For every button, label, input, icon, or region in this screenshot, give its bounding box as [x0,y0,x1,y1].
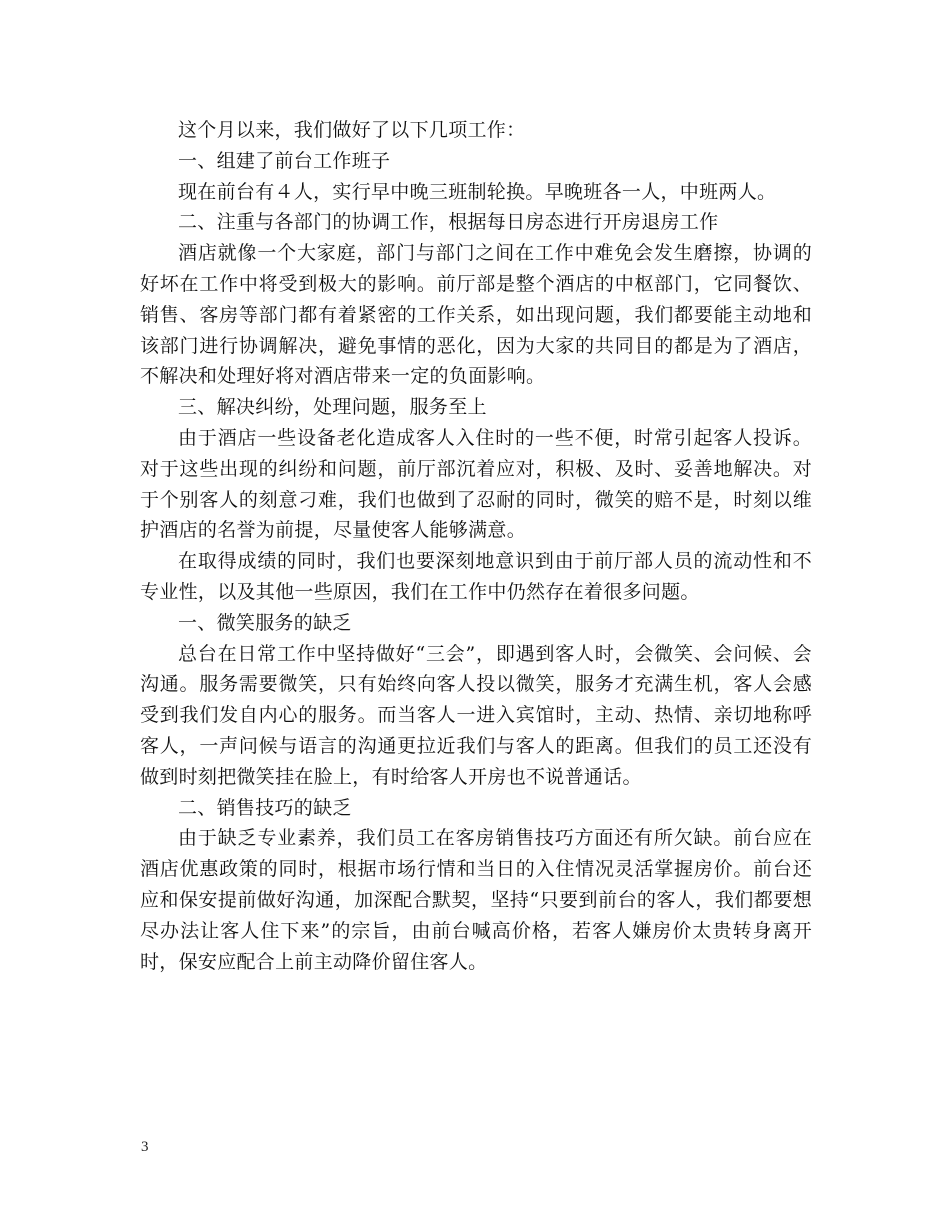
problem-heading-2: 二、销售技巧的缺乏 [178,796,352,819]
paragraph: 由于酒店一些设备老化造成客人入住时的一些不便，时常引起客人投诉。对于这些出现的纠纷和问题，前厅部沉着应对，积极、及时、妥善地解决。对于个别客人的刻意刁难，我们也做到了忍耐的同时，微笑的赔不是，时刻以维护酒店的名誉为前提，尽量使客人能够满意。 [140,426,812,542]
paragraph: 现在前台有４人，实行早中晚三班制轮换。早晚班各一人，中班两人。 [178,180,777,203]
page-number: 3 [141,1139,149,1155]
document-page [140,115,812,977]
intro-line: 这个月以来，我们做好了以下几项工作： [178,119,526,141]
section-heading-3: 三、解决纠纷，处理问题，服务至上 [178,396,487,419]
section-heading-2: 二、注重与各部门的协调工作，根据每日房态进行开房退房工作 [178,211,719,234]
section-heading-1: 一、组建了前台工作班子 [178,149,391,172]
paragraph: 在取得成绩的同时，我们也要深刻地意识到由于前厅部人员的流动性和不专业性，以及其他一些原因，我们在工作中仍然存在着很多问题。 [140,550,812,603]
problem-heading-1: 一、微笑服务的缺乏 [178,611,352,634]
paragraph: 酒店就像一个大家庭，部门与部门之间在工作中难免会发生磨擦，协调的好坏在工作中将受到极大的影响。前厅部是整个酒店的中枢部门，它同餐饮、销售、客房等部门都有着紧密的工作关系，如出现问题，我们都要能主动地和该部门进行协调解决，避免事情的恶化，因为大家的共同目的都是为了酒店，不解决和处理好将对酒店带来一定的负面影响。 [140,242,812,388]
paragraph: 总台在日常工作中坚持做好“三会”，即遇到客人时，会微笑、会问候、会沟通。服务需要微笑，只有始终向客人投以微笑，服务才充满生机，客人会感受到我们发自内心的服务。而当客人一进入宾馆时，主动、热情、亲切地称呼客人，一声问候与语言的沟通更拉近我们与客人的距离。但我们的员工还没有做到时刻把微笑挂在脸上，有时给客人开房也不说普通话。 [140,642,812,788]
paragraph: 由于缺乏专业素养，我们员工在客房销售技巧方面还有所欠缺。前台应在酒店优惠政策的同时，根据市场行情和当日的入住情况灵活掌握房价。前台还应和保安提前做好沟通，加深配合默契，坚持“只要到前台的客人，我们都要想尽办法让客人住下来”的宗旨，由前台喊高价格，若客人嫌房价太贵转身离开时，保安应配合上前主动降价留住客人。 [140,827,812,973]
